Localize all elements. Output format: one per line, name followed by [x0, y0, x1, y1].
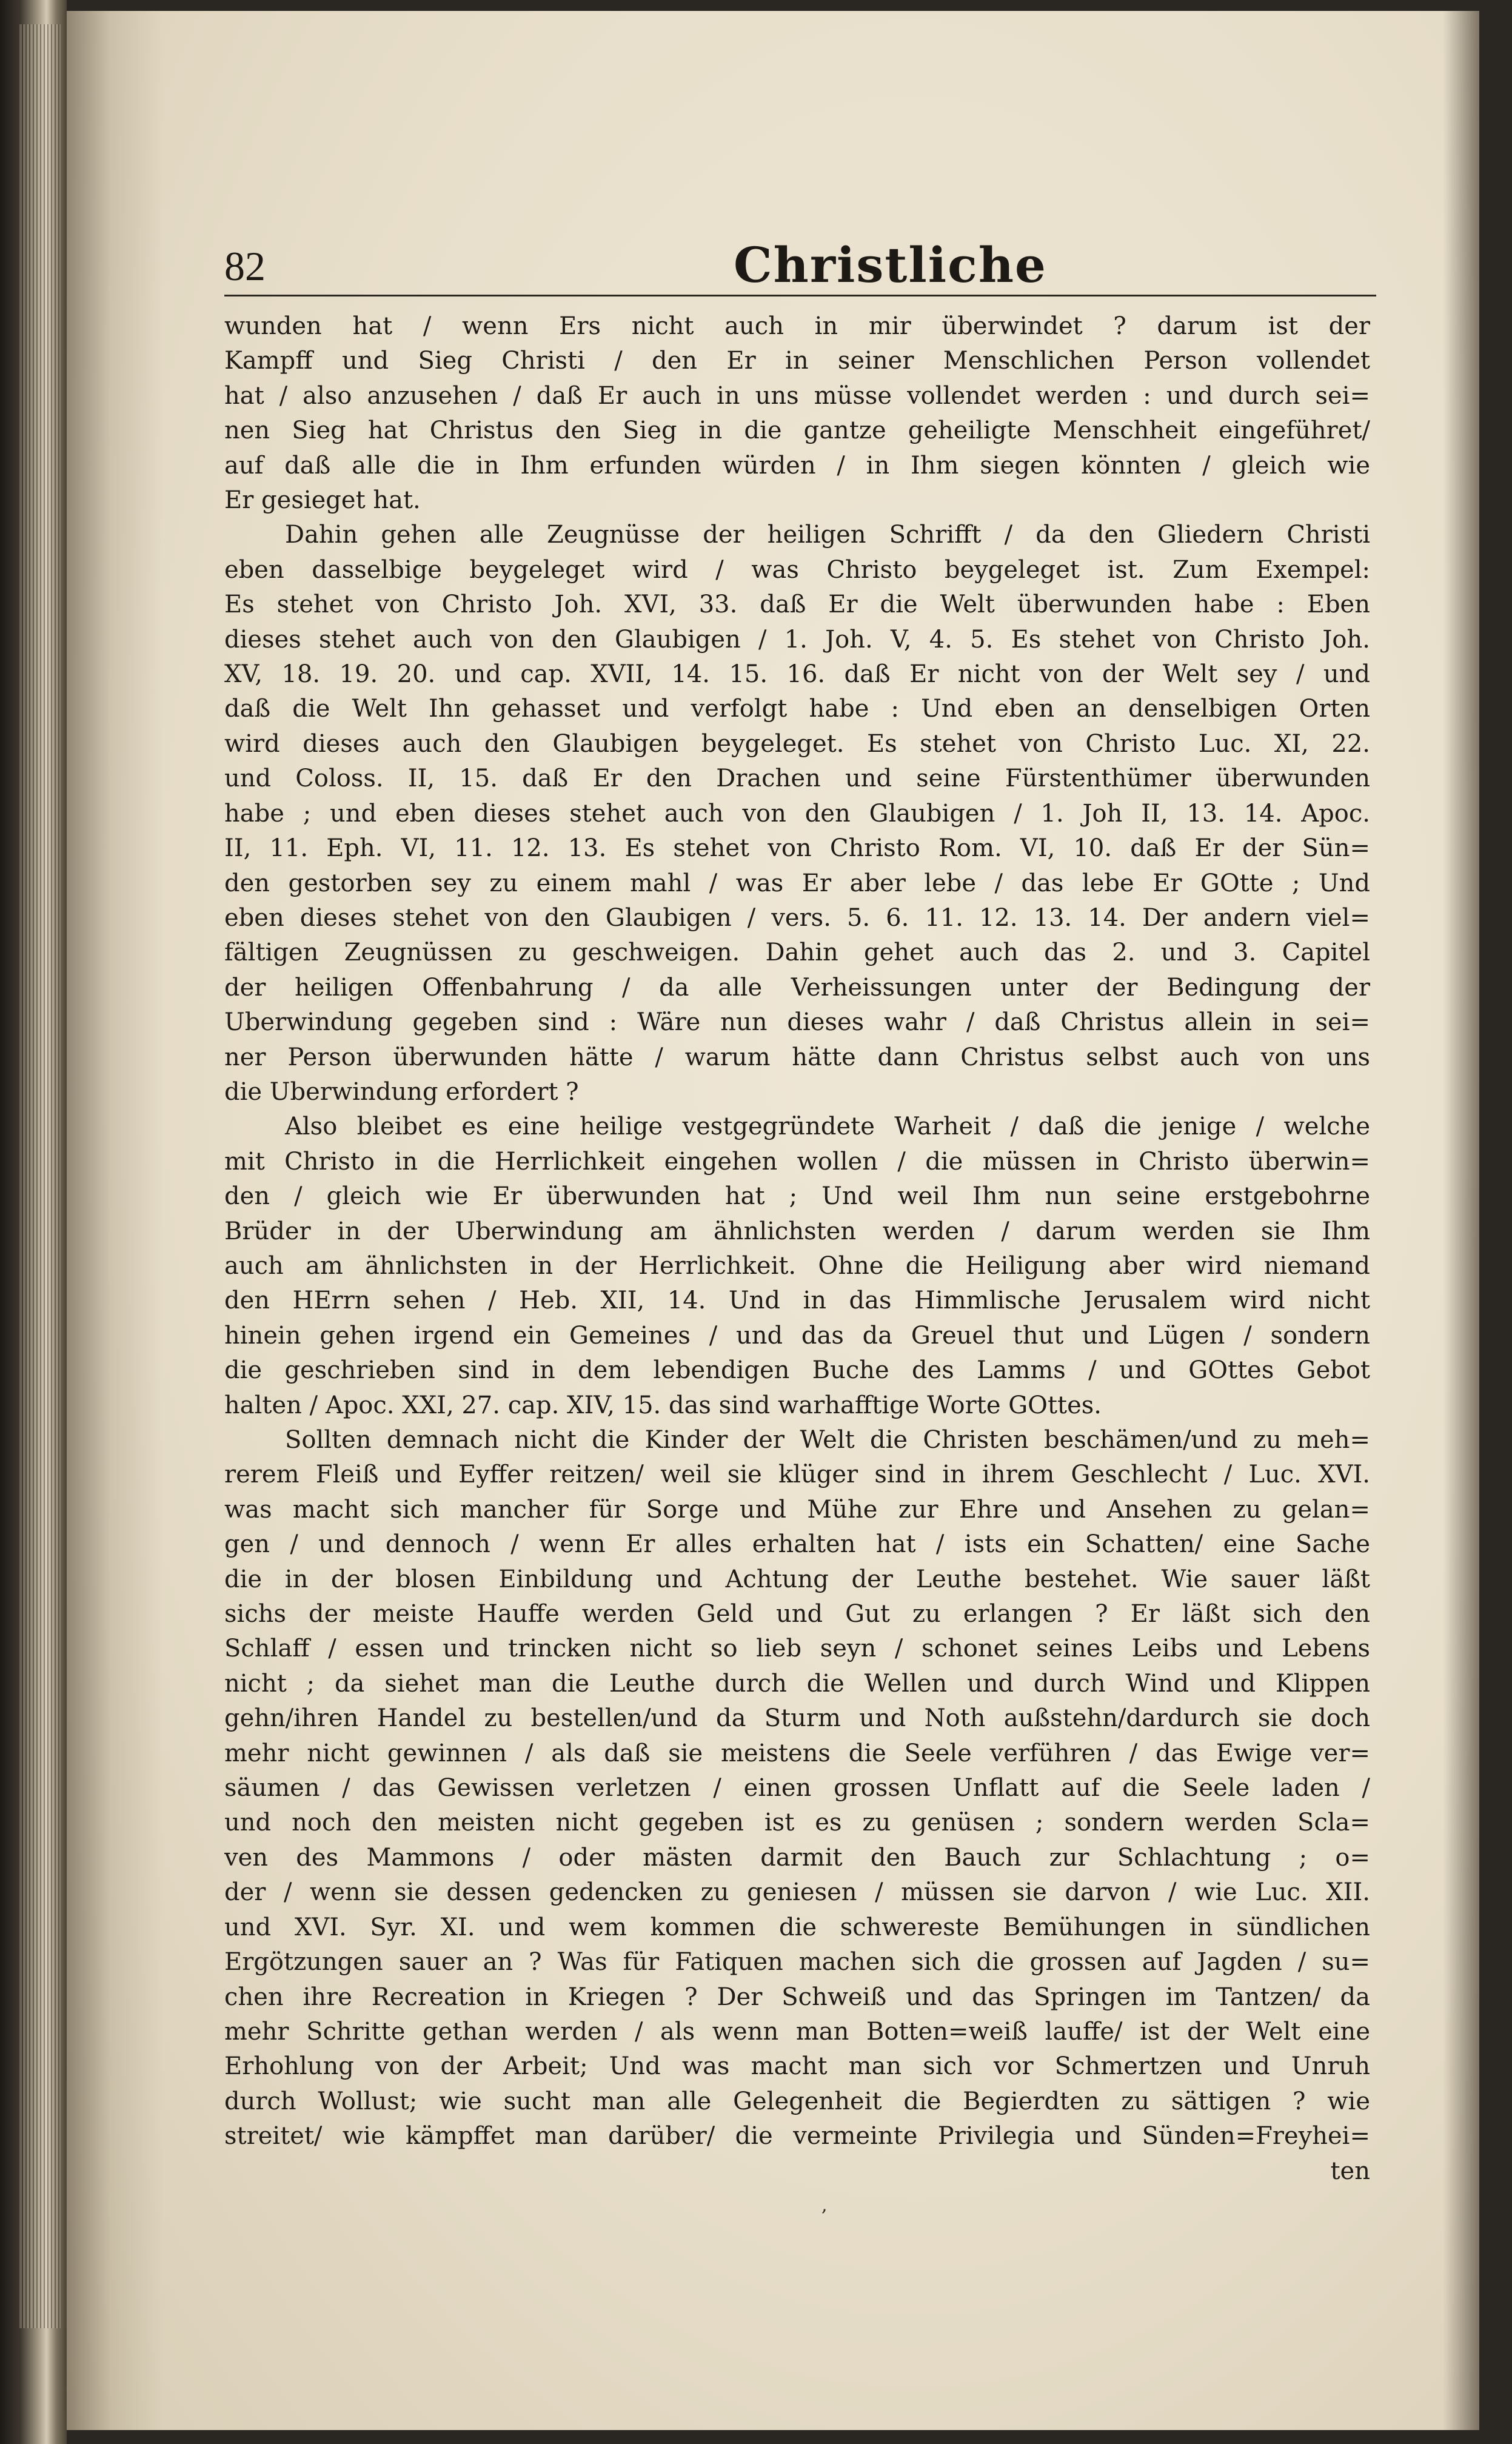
catchword: ten [1330, 2157, 1370, 2185]
text-line: hat / also anzusehen / daß Er auch in uns müsse vollendet werden : und durch sei= [224, 381, 1370, 410]
text-line: die in der blosen Einbildung und Achtung der Leuthe bestehet. Wie sauer läßt [224, 1565, 1370, 1593]
text-line: II, 11. Eph. VI, 11. 12. 13. Es stehet von Christo Rom. VI, 10. daß Er der Sün= [224, 834, 1370, 863]
page-edges [18, 24, 61, 2328]
text-line: Ergötzungen sauer an ? Was für Fatiquen machen sich die grossen auf Jagden / su= [224, 1948, 1370, 1977]
text-line: der / wenn sie dessen gedencken zu geniesen / müssen sie darvon / wie Luc. XII. [224, 1878, 1370, 1907]
text-line: dieses stehet auch von den Glaubigen / 1. Joh. V, 4. 5. Es stehet von Christo Joh. [224, 625, 1370, 654]
text-line: XV, 18. 19. 20. und cap. XVII, 14. 15. 16. daß Er nicht von der Welt sey / und [224, 660, 1370, 689]
text-line: Es stehet von Christo Joh. XVI, 33. daß Er die Welt überwunden habe : Eben [224, 591, 1370, 619]
text-line: mit Christo in die Herrlichkeit eingehen wollen / die müssen in Christo überwin= [224, 1147, 1370, 1176]
text-line: und Coloss. II, 15. daß Er den Drachen und seine Fürstenthümer überwunden [224, 765, 1370, 793]
text-line: Erhohlung von der Arbeit; Und was macht man sich vor Schmertzen und Unruh [224, 2052, 1370, 2081]
text-line: Er gesieget hat. [224, 486, 421, 515]
text-line: nicht ; da siehet man die Leuthe durch die Wellen und durch Wind und Klippen [224, 1669, 1370, 1698]
text-line: mehr Schritte gethan werden / als wenn man Botten=weiß lauffe/ ist der Welt eine [224, 2017, 1370, 2046]
text-line: streitet/ wie kämpffet man darüber/ die vermeinte Privilegia und Sünden=Freyhei= [224, 2122, 1370, 2151]
text-line: durch Wollust; wie sucht man alle Gelegenheit die Begierdten zu sättigen ? wie [224, 2087, 1370, 2115]
text-line: Schlaff / essen und trincken nicht so lieb seyn / schonet seines Leibs und Lebens [224, 1635, 1370, 1663]
text-line: der heiligen Offenbahrung / da alle Verheissungen unter der Bedingung der [224, 973, 1370, 1002]
text-line: säumen / das Gewissen verletzen / einen grossen Unflatt auf die Seele laden / [224, 1774, 1370, 1803]
right-edge-shadow [1443, 11, 1479, 2430]
text-line: wird dieses auch den Glaubigen beygeleget. Es stehet von Christo Luc. XI, 22. [224, 729, 1370, 758]
text-line: chen ihre Recreation in Kriegen ? Der Schweiß und das Springen im Tantzen/ da [224, 1983, 1370, 2011]
text-line: und XVI. Syr. XI. und wem kommen die schwereste Bemühungen in sündlichen [224, 1913, 1370, 1941]
body-text [224, 309, 1370, 2189]
text-line: Uberwindung gegeben sind : Wäre nun dieses wahr / daß Christus allein in sei= [224, 1008, 1370, 1037]
text-line: den gestorben sey zu einem mahl / was Er aber lebe / das lebe Er GOtte ; Und [224, 869, 1370, 897]
paragraph-start: Also bleibet es eine heilige vestgegründete Warheit / daß die jenige / welche [285, 1113, 1370, 1141]
text-line: was macht sich mancher für Sorge und Mühe zur Ehre und Ansehen zu gelan= [224, 1495, 1370, 1524]
running-title: Christliche [734, 236, 1047, 293]
text-line: die geschrieben sind in dem lebendigen Buche des Lamms / und GOttes Gebot [224, 1356, 1370, 1385]
header-rule [224, 295, 1376, 296]
gutter-shadow [67, 11, 164, 2430]
text-line: die Uberwindung erfordert ? [224, 1077, 579, 1106]
text-line: habe ; und eben dieses stehet auch von den Glaubigen / 1. Joh II, 13. 14. Apoc. [224, 799, 1370, 828]
text-line: gehn/ihren Handel zu bestellen/und da Sturm und Noth außstehn/dardurch sie doch [224, 1704, 1370, 1733]
text-line: halten / Apoc. XXI, 27. cap. XIV, 15. das sind warhafftige Worte GOttes. [224, 1391, 1102, 1419]
text-line: Kampff und Sieg Christi / den Er in seiner Menschlichen Person vollendet [224, 347, 1370, 375]
text-line: auf daß alle die in Ihm erfunden würden / in Ihm siegen könnten / gleich wie [224, 451, 1370, 480]
text-line: nen Sieg hat Christus den Sieg in die gantze geheiligte Menschheit eingeführet/ [224, 417, 1370, 445]
text-line: eben dieses stehet von den Glaubigen / vers. 5. 6. 11. 12. 13. 14. Der andern viel= [224, 903, 1370, 932]
paragraph-start: Sollten demnach nicht die Kinder der Welt die Christen beschämen/und zu meh= [285, 1426, 1370, 1454]
text-line: Brüder in der Uberwindung am ähnlichsten werden / darum werden sie Ihm [224, 1217, 1370, 1245]
text-line: wunden hat / wenn Ers nicht auch in mir überwindet ? darum ist der [224, 312, 1370, 340]
paragraph-start: Dahin gehen alle Zeugnüsse der heiligen Schrifft / da den Gliedern Christi [285, 521, 1370, 549]
text-line: den / gleich wie Er überwunden hat ; Und weil Ihm nun seine erstgebohrne [224, 1182, 1370, 1211]
text-line: rerem Fleiß und Eyffer reitzen/ weil sie klüger sind in ihrem Geschlecht / Luc. XVI. [224, 1461, 1370, 1489]
text-line: ner Person überwunden hätte / warum hätte dann Christus selbst auch von uns [224, 1043, 1370, 1071]
page-header [224, 236, 1376, 303]
printers-mark: , [821, 2195, 828, 2216]
text-line: sichs der meiste Hauffe werden Geld und Gut zu erlangen ? Er läßt sich den [224, 1600, 1370, 1629]
text-line: daß die Welt Ihn gehasset und verfolgt habe : Und eben an denselbigen Orten [224, 695, 1370, 723]
text-line: gen / und dennoch / wenn Er alles erhalten hat / ists ein Schatten/ eine Sache [224, 1530, 1370, 1559]
text-line: hinein gehen irgend ein Gemeines / und das da Greuel thut und Lügen / sondern [224, 1321, 1370, 1350]
text-line: den HErrn sehen / Heb. XII, 14. Und in das Himmlische Jerusalem wird nicht [224, 1287, 1370, 1315]
text-line: fältigen Zeugnüssen zu geschweigen. Dahin gehet auch das 2. und 3. Capitel [224, 939, 1370, 967]
text-line: eben dasselbige beygeleget wird / was Christo beygeleget ist. Zum Exempel: [224, 555, 1370, 584]
text-line: auch am ähnlichsten in der Herrlichkeit. Ohne die Heiligung aber wird niemand [224, 1251, 1370, 1280]
page-number: 82 [224, 243, 266, 289]
book-spine-edge [0, 0, 67, 2444]
text-line: ven des Mammons / oder mästen darmit den Bauch zur Schlachtung ; o= [224, 1843, 1370, 1872]
text-line: und noch den meisten nicht gegeben ist es zu genüsen ; sondern werden Scla= [224, 1809, 1370, 1837]
text-line: mehr nicht gewinnen / als daß sie meistens die Seele verführen / das Ewige ver= [224, 1739, 1370, 1767]
